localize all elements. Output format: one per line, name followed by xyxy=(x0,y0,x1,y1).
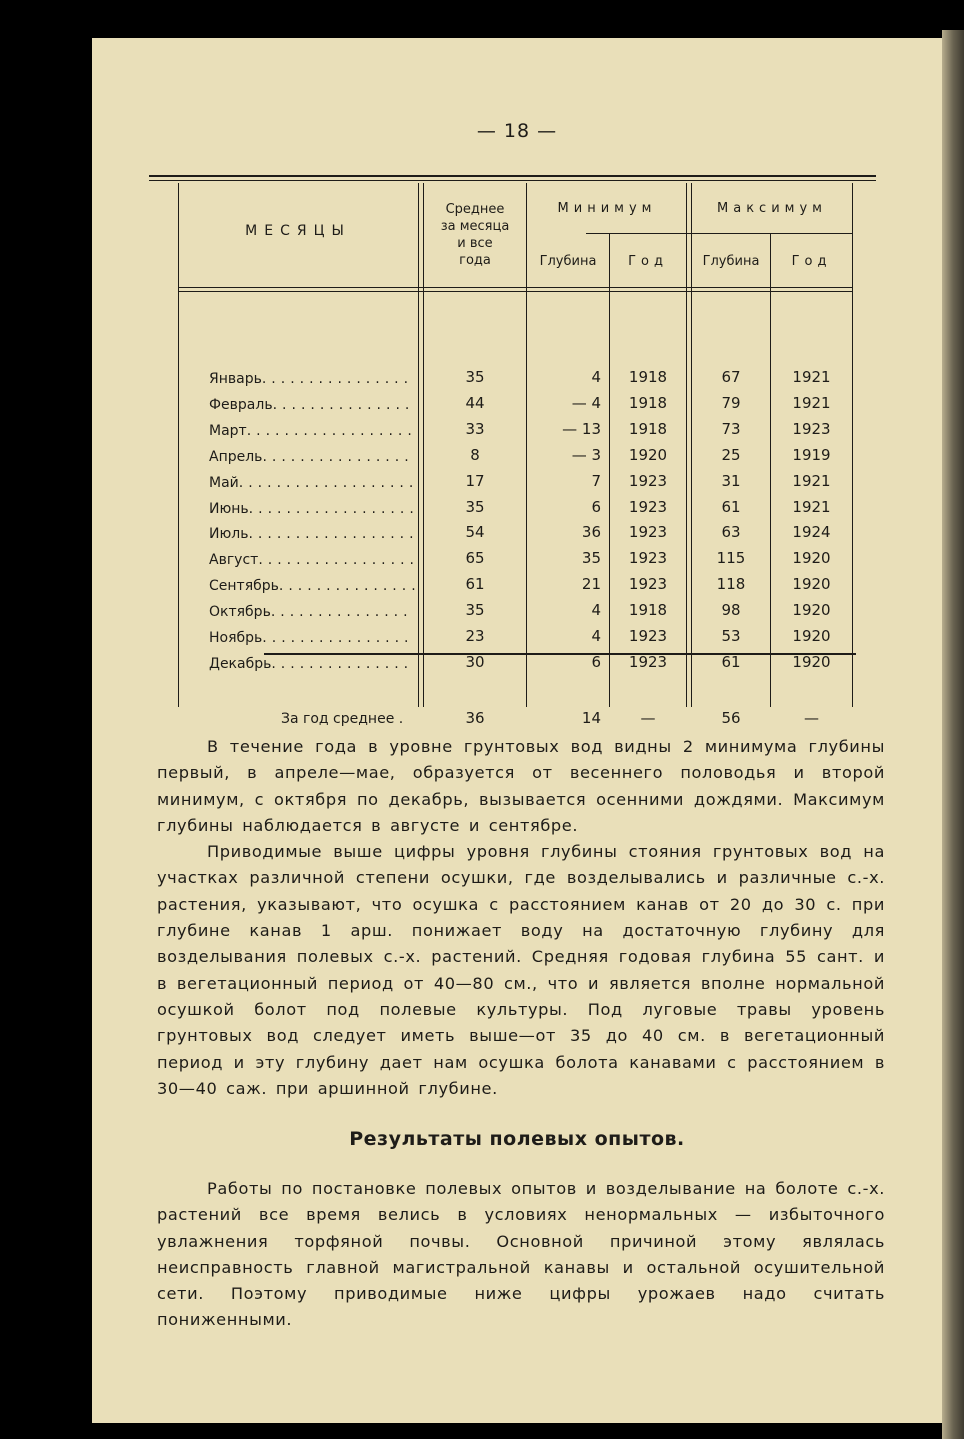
table-cell-average: 33 xyxy=(465,420,485,438)
header-months: МЕСЯЦЫ xyxy=(245,223,351,239)
table-cell-month: Ноябрь................ xyxy=(209,630,414,646)
right-border xyxy=(852,183,853,707)
section-heading: Результаты полевых опытов. xyxy=(349,1128,685,1150)
top-rule-2 xyxy=(149,180,876,181)
table-cell-max-depth: 31 xyxy=(721,472,741,490)
total-label: За год среднее . xyxy=(281,711,409,727)
table-cell-max-depth: 98 xyxy=(721,601,741,619)
table-cell-month: Июль.................. xyxy=(209,526,419,542)
table-cell-min-depth: 4 xyxy=(591,627,601,645)
table-cell-average: 54 xyxy=(465,523,485,541)
book-page xyxy=(92,38,942,1423)
total-max-depth: 56 xyxy=(721,709,741,727)
table-cell-min-year: 1923 xyxy=(628,523,668,541)
table-cell-month: Август................. xyxy=(209,552,419,568)
body-text-1 xyxy=(157,734,885,1102)
table-cell-average: 61 xyxy=(465,575,485,593)
table-cell-max-depth: 67 xyxy=(721,368,741,386)
header-min-year: Год xyxy=(628,254,668,269)
table-cell-average: 23 xyxy=(465,627,485,645)
table-cell-min-year: 1920 xyxy=(628,446,668,464)
table-cell-min-depth: — 3 xyxy=(571,446,601,464)
table-cell-min-depth: 4 xyxy=(591,601,601,619)
total-min-depth: 14 xyxy=(581,709,601,727)
table-cell-min-depth: 6 xyxy=(591,653,601,671)
table-cell-month: Декабрь............... xyxy=(209,656,414,672)
paragraph: В течение года в уровне грунтовых вод видны 2 минимума глубины первый, в апреле—мае, образуется от весеннего половодья и второй минимум, с октября по декабрь, вызывается осенними дождями. Максимум глубины наблюдается в августе и сентябре. xyxy=(157,737,885,835)
paragraph: Приводимые выше цифры уровня глубины стояния грунтовых вод на участках различной степени осушки, где возделывались и различные с.-х. растения, указывают, что осушка с расстоянием канав от 20 до 30 с. при глубине канав 1 арш. понижает воду на достаточную глубину для возделывания полевых с.-х. растений. Средняя годовая глубина 55 сант. и в вегетационный период от 40—80 см., что и является вполне нормальной осушкой болот под полевые культуры. Под луговые травы уровень грунтовых вод следует иметь выше—от 35 до 40 см. в вегетационный период и эту глубину дает нам осушка болота канавами с расстоянием в 30—40 саж. при аршинной глубине. xyxy=(157,842,885,1098)
table-cell-average: 35 xyxy=(465,498,485,516)
groundwater-table xyxy=(149,175,876,727)
table-cell-month: Март.................. xyxy=(209,423,417,439)
table-cell-min-year: 1923 xyxy=(628,575,668,593)
top-rule-1 xyxy=(149,175,876,177)
table-cell-average: 17 xyxy=(465,472,485,490)
table-cell-month: Апрель................ xyxy=(209,449,414,465)
header-max-year: Год xyxy=(791,254,832,269)
table-cell-max-year: 1920 xyxy=(792,627,831,645)
table-cell-max-year: 1920 xyxy=(792,601,831,619)
table-cell-min-depth: 21 xyxy=(581,575,601,593)
table-cell-max-depth: 79 xyxy=(721,394,741,412)
left-border xyxy=(178,183,179,707)
table-cell-month: Сентябрь............... xyxy=(209,578,421,594)
table-cell-month: Октябрь............... xyxy=(209,604,413,620)
table-cell-max-year: 1920 xyxy=(792,575,831,593)
table-cell-min-year: 1923 xyxy=(628,627,668,645)
table-cell-month: Январь................ xyxy=(209,371,414,387)
table-cell-min-year: 1918 xyxy=(628,368,668,386)
table-cell-max-year: 1921 xyxy=(792,472,831,490)
table-cell-average: 35 xyxy=(465,601,485,619)
table-cell-max-depth: 63 xyxy=(721,523,741,541)
col-rule-a xyxy=(418,183,419,707)
table-cell-min-depth: — 4 xyxy=(571,394,601,412)
table-cell-average: 65 xyxy=(465,549,485,567)
page-number: — 18 — xyxy=(476,120,558,142)
table-cell-min-year: 1923 xyxy=(628,472,668,490)
header-rule-1 xyxy=(178,287,852,288)
header-maximum: Максимум xyxy=(717,201,827,216)
header-average: Среднее за месяца и все года xyxy=(440,202,510,268)
table-cell-min-year: 1918 xyxy=(628,601,668,619)
table-cell-max-year: 1921 xyxy=(792,498,831,516)
table-cell-min-depth: 36 xyxy=(581,523,601,541)
paragraph: Работы по постановке полевых опытов и возделывание на болоте с.-х. растений все время велись в условиях ненормальных — избыточного увлажнения торфяной почвы. Основной причиной этому являлась неисправность главной магистральной канавы и остальной осушительной сети. Поэтому приводимые ниже цифры урожаев надо считать пониженными. xyxy=(157,1179,885,1330)
table-cell-max-depth: 53 xyxy=(721,627,741,645)
table-cell-max-year: 1923 xyxy=(792,420,831,438)
table-cell-max-year: 1921 xyxy=(792,394,831,412)
table-cell-month: Май................... xyxy=(209,475,419,491)
header-max-depth: Глубина xyxy=(702,254,760,269)
table-cell-min-year: 1923 xyxy=(628,653,668,671)
table-cell-average: 44 xyxy=(465,394,485,412)
table-cell-min-depth: 6 xyxy=(591,498,601,516)
header-minimum: Минимум xyxy=(557,201,657,216)
table-cell-max-year: 1920 xyxy=(792,549,831,567)
header-min-depth: Глубина xyxy=(539,254,597,269)
table-cell-max-depth: 73 xyxy=(721,420,741,438)
total-max-year: — xyxy=(804,709,819,727)
total-average: 36 xyxy=(465,709,485,727)
adjacent-page-edge xyxy=(942,30,964,1439)
table-cell-max-year: 1919 xyxy=(792,446,831,464)
table-cell-min-year: 1918 xyxy=(628,420,668,438)
total-min-year: — xyxy=(640,709,656,727)
table-cell-min-year: 1923 xyxy=(628,549,668,567)
table-cell-max-depth: 118 xyxy=(716,575,746,593)
table-cell-min-depth: 35 xyxy=(581,549,601,567)
table-cell-max-depth: 115 xyxy=(716,549,746,567)
col-rule-b xyxy=(423,183,424,707)
header-rule-2 xyxy=(178,291,852,292)
table-cell-max-year: 1921 xyxy=(792,368,831,386)
table-cell-average: 35 xyxy=(465,368,485,386)
body-text-2 xyxy=(157,1176,885,1334)
table-cell-min-year: 1923 xyxy=(628,498,668,516)
table-cell-min-depth: 4 xyxy=(591,368,601,386)
table-cell-min-depth: — 13 xyxy=(562,420,601,438)
table-cell-max-depth: 25 xyxy=(721,446,741,464)
table-cell-max-depth: 61 xyxy=(721,653,741,671)
table-cell-month: Февраль............... xyxy=(209,397,415,413)
table-cell-min-depth: 7 xyxy=(591,472,601,490)
table-cell-average: 30 xyxy=(465,653,485,671)
table-cell-max-depth: 61 xyxy=(721,498,741,516)
table-cell-max-year: 1924 xyxy=(792,523,831,541)
col-rule-e xyxy=(686,183,687,707)
table-cell-average: 8 xyxy=(470,446,480,464)
table-cell-max-year: 1920 xyxy=(792,653,831,671)
table-cell-min-year: 1918 xyxy=(628,394,668,412)
subheader-rule xyxy=(586,233,852,234)
table-cell-month: Июнь.................. xyxy=(209,501,419,517)
